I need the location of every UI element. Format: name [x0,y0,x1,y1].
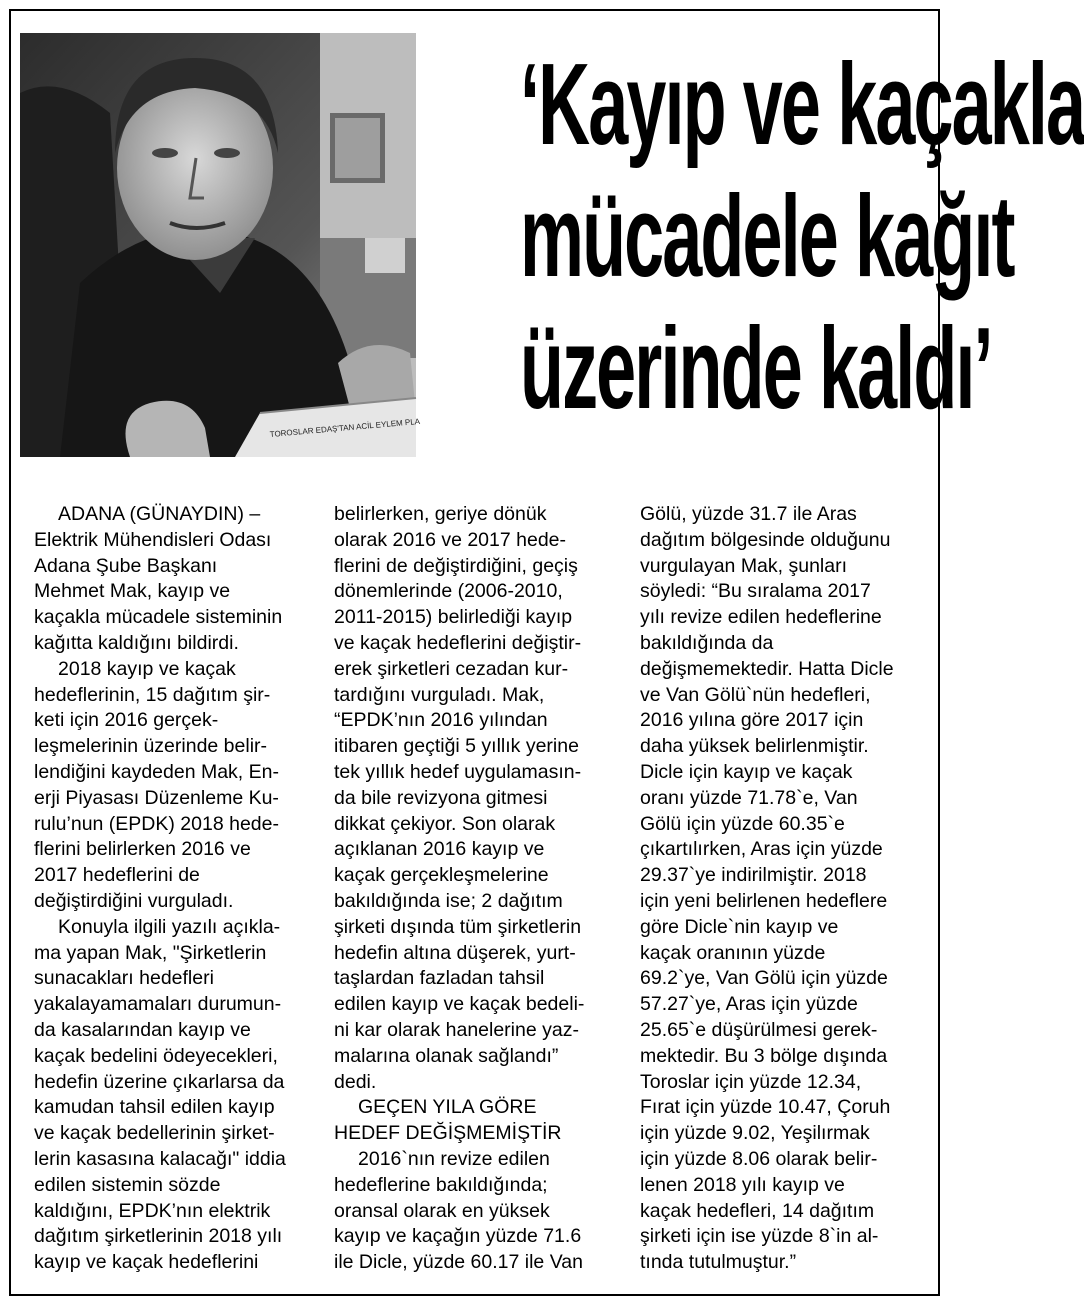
article-line: mektedir. Bu 3 bölge dışında [640,1044,888,1067]
article-line: hedefin altına düşerek, yurt- [334,941,576,964]
article-line: 2016 yılına göre 2017 için [640,709,864,732]
article-line: şirketi için ise yüzde 8`in al- [640,1225,879,1248]
article-line: hedeflerine bakıldığında; [334,1173,548,1196]
article-line: Mehmet Mak, kayıp ve [34,580,231,603]
article-paragraph [34,657,324,915]
article-line: kamudan tahsil edilen kayıp [34,1096,275,1119]
article-line: ni kar olarak hanelerine yaz- [334,1018,579,1041]
article-line: belirlerken, geriye dönük [334,503,547,525]
article-line: kaçak gerçekleşmelerine [334,864,549,887]
article-line: Adana Şube Başkanı [34,554,218,577]
article-line: ve kaçak hedeflerini değiştir- [334,631,582,654]
headline-line-2: mücadele kağıt [520,171,1014,301]
article-line: Gölü, yüzde 31.7 ile Aras [640,503,857,525]
article-line: tardığını vurguladı. Mak, [334,683,545,706]
article-line: şirketi dışında tüm şirketlerin [334,915,582,938]
article-line: sunacakları hedefleri [34,967,214,990]
article-line: erek şirketleri cezadan kur- [334,657,569,680]
article-line: ve Van Gölü`nün hedefleri, [640,683,871,706]
article-column-1 [34,502,324,1276]
headline-line-3: üzerinde kaldı’ [520,303,992,433]
article-line: Gölü için yüzde 60.35`e [640,812,845,835]
article-line: vurgulayan Mak, şunları [640,554,848,577]
article-line: kaldığını, EPDK’nın elektrik [34,1199,271,1222]
article-line: ve kaçak bedellerinin şirket- [34,1122,275,1145]
article-line: Fırat için yüzde 10.47, Çoruh [640,1096,891,1119]
article-line: göre Dicle`nin kayıp ve [640,915,839,938]
article-line: HEDEF DEĞİŞMEMİŞTİR [334,1122,562,1145]
article-line: keti için 2016 gerçek- [34,709,219,732]
article-line: lendiğini kaydeden Mak, En- [34,760,279,783]
article-line: değişmemektedir. Hatta Dicle [640,657,894,680]
portrait-photo-graphic [20,33,421,457]
article-paragraph [34,502,324,657]
article-line: taşlardan fazladan tahsil [334,967,545,990]
article-line: hedefin üzerine çıkarlarsa da [34,1070,285,1093]
article-line: flerini belirlerken 2016 ve [34,838,251,861]
article-line: değiştirdiğini vurguladı. [34,889,234,912]
article-line: daha yüksek belirlenmiştir. [640,735,869,758]
article-line: söyledi: “Bu sıralama 2017 [640,580,871,603]
article-line: erji Piyasası Düzenleme Ku- [34,786,279,809]
article-line: flerini de değiştirdiğini, geçiş [334,554,578,577]
article-line: için yüzde 9.02, Yeşilırmak [640,1122,870,1145]
article-line: çıkartılırken, Aras için yüzde [640,838,883,861]
article-subheading [334,1095,624,1147]
article-line: 2018 kayıp ve kaçak [58,657,236,680]
article-line: oransal olarak en yüksek [334,1199,550,1222]
article-line: dağıtım bölgesinde olduğunu [640,528,891,551]
article-column-2 [334,502,624,1276]
article-paragraph [640,502,930,1276]
article-line: malarına olanak sağlandı” [334,1044,559,1067]
article-line: tek yıllık hedef uygulamasın- [334,760,582,783]
article-line: için yeni belirlenen hedeflere [640,889,888,912]
article-line: kaçak oranının yüzde [640,941,826,964]
article-line: “EPDK’nın 2016 yılından [334,709,548,732]
article-headline [425,38,1084,478]
article-line: Dicle için kayıp ve kaçak [640,760,853,783]
article-line: Konuyla ilgili yazılı açıkla- [58,915,281,938]
article-line: dedi. [334,1070,377,1093]
article-line: 29.37`ye indirilmiştir. 2018 [640,864,867,887]
article-line: 25.65`e düşürülmesi gerek- [640,1018,878,1041]
article-line: edilen sistemin sözde [34,1173,221,1196]
article-line: kaçakla mücadele sisteminin [34,606,283,629]
article-paragraph [34,915,324,1276]
article-line: edilen kayıp ve kaçak bedeli- [334,993,585,1016]
article-line: ile Dicle, yüzde 60.17 ile Van [334,1251,583,1274]
article-line: rulu’nun (EPDK) 2018 hede- [34,812,279,835]
article-line: kaçak bedelini ödeyecekleri, [34,1044,278,1067]
article-line: hedeflerinin, 15 dağıtım şir- [34,683,271,706]
article-line: lerin kasasına kalacağı" iddia [34,1147,286,1170]
article-line: yakalayamamaları durumun- [34,993,282,1016]
article-line: oranı yüzde 71.78`e, Van [640,786,858,809]
article-line: 69.2`ye, Van Gölü için yüzde [640,967,888,990]
article-line: kayıp ve kaçağın yüzde 71.6 [334,1225,582,1248]
article-line: yılı revize edilen hedeflerine [640,606,882,629]
article-line: Elektrik Mühendisleri Odası [34,528,272,551]
article-line: dikkat çekiyor. Son olarak [334,812,556,835]
article-line: 2016`nın revize edilen [358,1147,550,1170]
article-line: lenen 2018 yılı kayıp ve [640,1173,845,1196]
article-line: kağıtta kaldığını bildirdi. [34,631,239,654]
article-paragraph [334,1147,624,1276]
article-line: 2011-2015) belirlediği kayıp [334,606,573,629]
portrait-photo [20,33,421,457]
newspaper-headline: TOROSLAR EDAŞ'TAN ACİL EYLEM PLA [269,416,421,439]
article-line: 2017 hedeflerini de [34,864,200,887]
article-line: bakıldığında da [640,631,774,654]
article-line: ma yapan Mak, "Şirketlerin [34,941,267,964]
article-line: tında tutulmuştur.” [640,1251,797,1274]
article-line: dağıtım şirketlerinin 2018 yılı [34,1225,283,1248]
article-line: olarak 2016 ve 2017 hede- [334,528,567,551]
article-line: için yüzde 8.06 olarak belir- [640,1147,878,1170]
article-paragraph [334,502,624,1095]
article-line: Toroslar için yüzde 12.34, [640,1070,862,1093]
article-line: GEÇEN YILA GÖRE [358,1096,537,1119]
article-line: bakıldığında ise; 2 dağıtım [334,889,563,912]
headline-line-1: ‘Kayıp ve kaçakla [520,39,1084,169]
article-line: itibaren geçtiği 5 yıllık yerine [334,735,579,758]
article-line: leşmelerinin üzerinde belir- [34,735,268,758]
article-line: da kasalarından kayıp ve [34,1018,251,1041]
article-line: da bile revizyona gitmesi [334,786,548,809]
article-line: dönemlerinde (2006-2010, [334,580,563,603]
article-line: kaçak hedefleri, 14 dağıtım [640,1199,875,1222]
article-line: açıklanan 2016 kayıp ve [334,838,545,861]
article-line: ADANA (GÜNAYDIN) – [58,503,261,525]
article-line: 57.27`ye, Aras için yüzde [640,993,858,1016]
article-line: kayıp ve kaçak hedeflerini [34,1251,259,1274]
article-column-3 [640,502,930,1276]
